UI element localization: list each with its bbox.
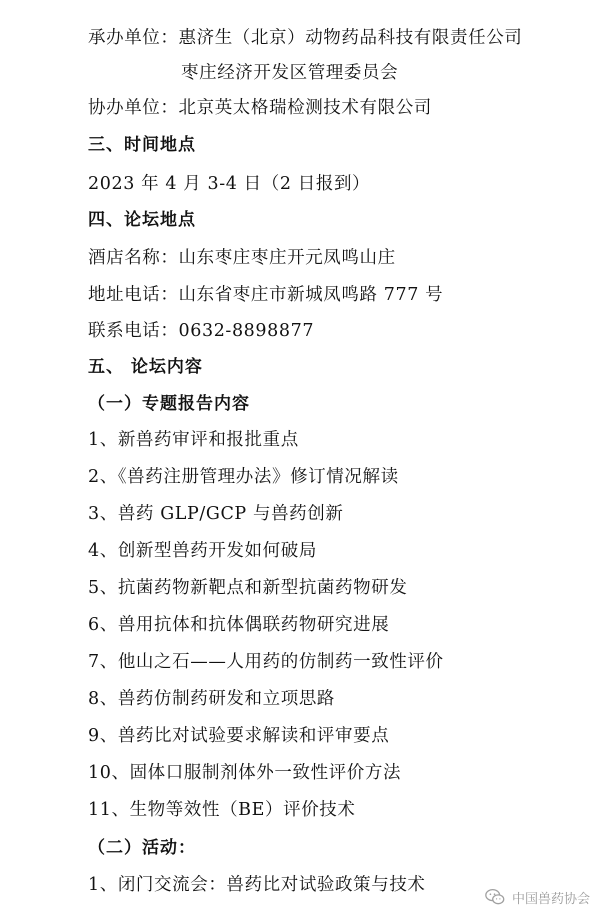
subsection-1-heading: （一）专题报告内容 xyxy=(88,394,250,414)
event-date: 2023 年 4 月 3-4 日（2 日报到） xyxy=(88,174,371,194)
wechat-icon xyxy=(484,886,506,908)
phone-line: 联系电话：0632-8898877 xyxy=(88,321,315,341)
watermark-text: 中国兽药协会 xyxy=(511,891,590,907)
address-line: 地址电话：山东省枣庄市新城凤鸣路 777 号 xyxy=(88,285,444,305)
hotel-name: 酒店名称：山东枣庄枣庄开元凤鸣山庄 xyxy=(88,248,396,268)
co-organizer-name: 北京英太格瑞检测技术有限公司 xyxy=(178,98,432,118)
subsection-2-heading: （二）活动： xyxy=(88,838,196,858)
report-item: 4、创新型兽药开发如何破局 xyxy=(88,541,317,561)
report-item: 2、《兽药注册管理办法》修订情况解读 xyxy=(88,467,399,487)
section-4-heading: 四、论坛地点 xyxy=(88,210,196,230)
report-item: 3、兽药 GLP/GCP 与兽药创新 xyxy=(88,504,344,524)
report-item: 7、他山之石——人用药的仿制药一致性评价 xyxy=(88,652,444,672)
co-organizer-line xyxy=(88,96,432,120)
section-5-heading: 五、 论坛内容 xyxy=(88,357,203,377)
report-item: 11、生物等效性（BE）评价技术 xyxy=(88,800,356,820)
report-item: 5、抗菌药物新靶点和新型抗菌药物研发 xyxy=(88,578,408,598)
watermark xyxy=(484,884,590,910)
report-item: 6、兽用抗体和抗体偶联药物研究进展 xyxy=(88,615,390,635)
co-organizer-label: 协办单位： xyxy=(88,98,179,118)
organizer-name-2: 枣庄经济开发区管理委员会 xyxy=(181,63,399,83)
report-item: 10、固体口服制剂体外一致性评价方法 xyxy=(88,763,402,783)
organizer-name-1: 惠济生（北京）动物药品科技有限责任公司 xyxy=(178,28,523,48)
organizer-line xyxy=(88,26,522,50)
report-item: 1、新兽药审评和报批重点 xyxy=(88,430,299,450)
organizer-label: 承办单位： xyxy=(88,28,179,48)
section-3-heading: 三、时间地点 xyxy=(88,135,196,155)
activity-item: 1、闭门交流会：兽药比对试验政策与技术 xyxy=(88,875,426,895)
report-item: 8、兽药仿制药研发和立项思路 xyxy=(88,689,336,709)
report-item: 9、兽药比对试验要求解读和评审要点 xyxy=(88,726,390,746)
